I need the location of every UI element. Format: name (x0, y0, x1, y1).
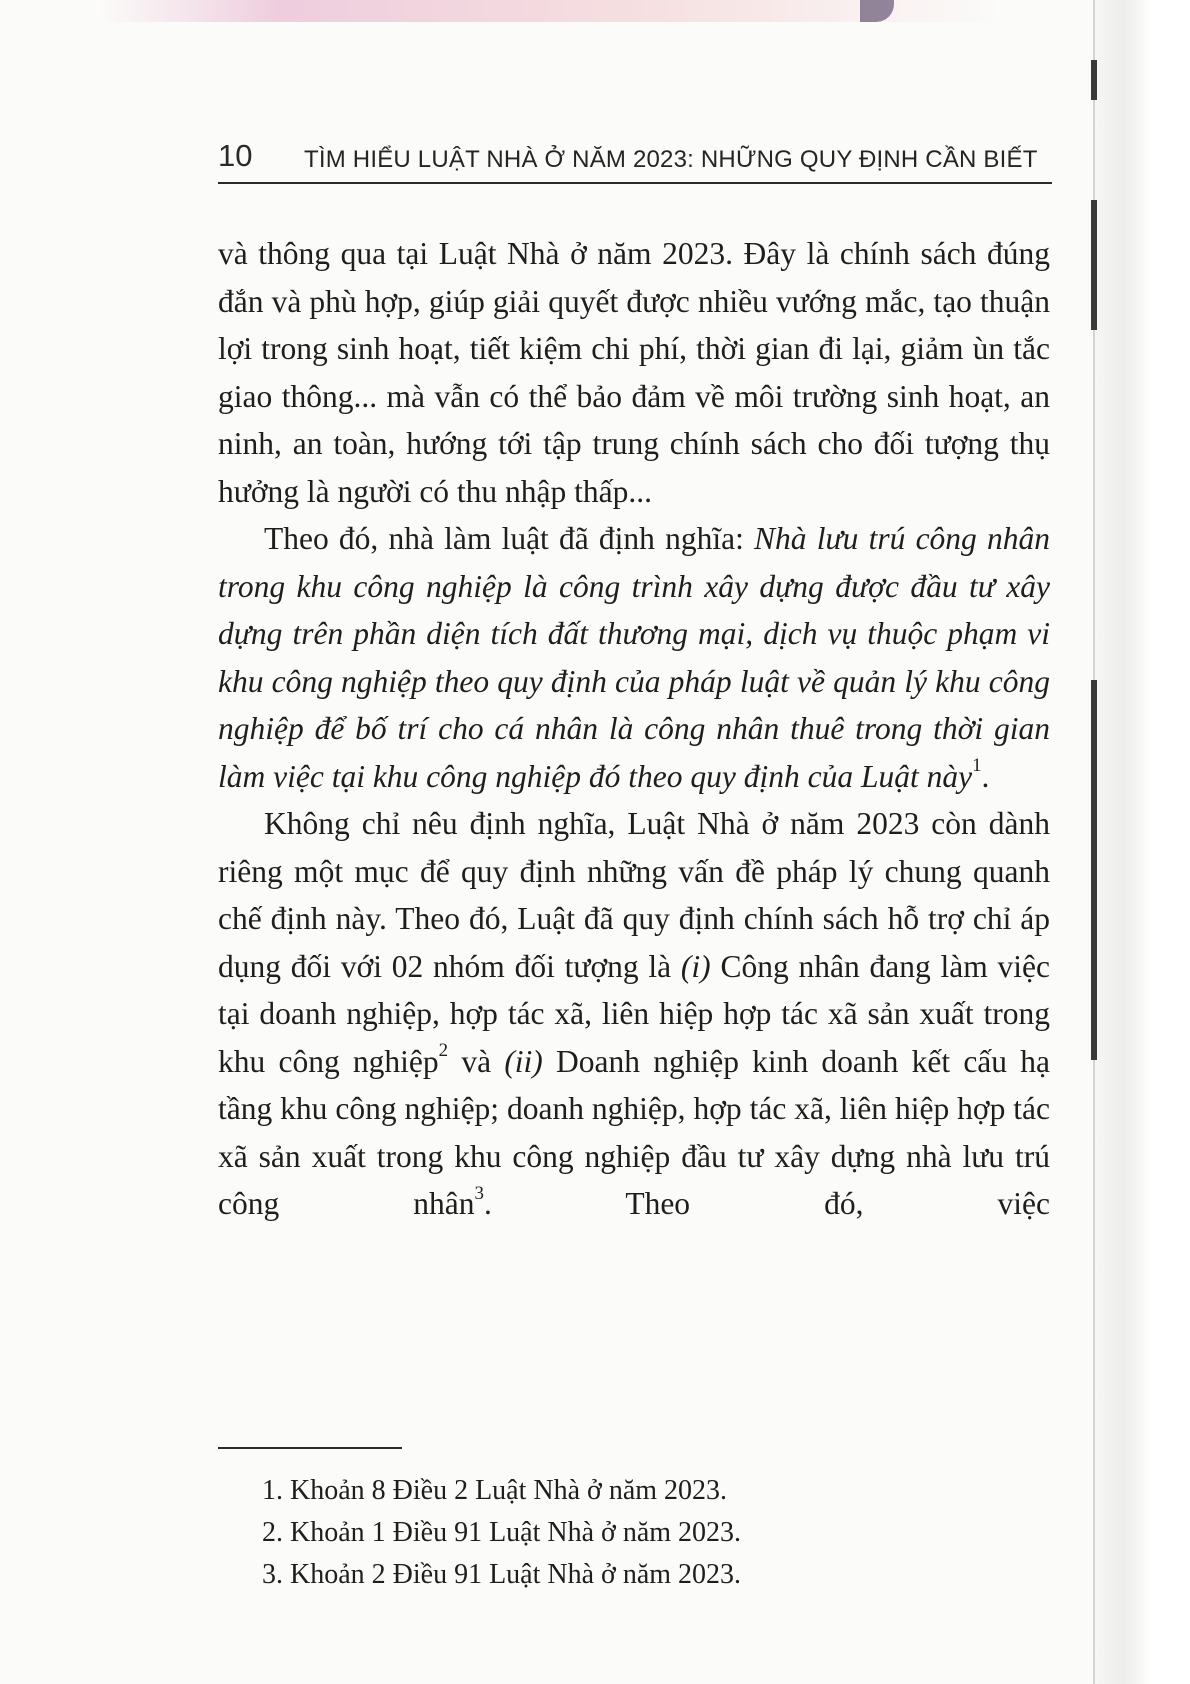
paragraph-2 (218, 515, 1050, 800)
footnote-ref-2: 2 (438, 1040, 449, 1062)
paragraph-3-part-c: và (448, 1043, 505, 1079)
page-edge-mark (1091, 200, 1097, 330)
footnote-3: 3. Khoản 2 Điều 91 Luật Nhà ở năm 2023. (262, 1559, 742, 1590)
footnote-rule (218, 1447, 402, 1449)
footnote-ref-3: 3 (474, 1182, 484, 1204)
paragraph-3-part-e: . Theo đó, việc (483, 1186, 1050, 1221)
footnote-1: 1. Khoản 8 Điều 2 Luật Nhà ở năm 2023. (262, 1475, 728, 1506)
running-title: TÌM HIỂU LUẬT NHÀ Ở NĂM 2023: NHỮNG QUY ĐỊNH CẦN BIẾT (304, 146, 1038, 173)
definition-quote: Nhà lưu trú công nhân trong khu công nghiệp là công trình xây dựng được đầu tư xây dựng trên phần diện tích đất thương mại, dịch vụ thuộc phạm vi khu công nghiệp theo quy định của pháp luật về quản lý khu công nghiệp để bố trí cho cá nhân là công nhân thuê trong thời gian làm việc tại khu công nghiệp đó theo quy định của Luật này (218, 521, 1050, 794)
paragraph-1: và thông qua tại Luật Nhà ở năm 2023. Đây là chính sách đúng đắn và phù hợp, giúp giải quyết được nhiều vướng mắc, tạo thuận lợi trong sinh hoạt, tiết kiệm chi phí, thời gian đi lại, giảm ùn tắc giao thông... mà vẫn có thể bảo đảm về môi trường sinh hoạt, an ninh, an toàn, hướng tới tập trung chính sách cho đối tượng thụ hưởng là người có thu nhập thấp... (218, 236, 1050, 509)
paragraph-2-intro: Theo đó, nhà làm luật đã định nghĩa: (264, 521, 755, 556)
footnote-2: 2. Khoản 1 Điều 91 Luật Nhà ở năm 2023. (262, 1517, 742, 1548)
page-header (218, 132, 1052, 180)
page-edge-mark (1091, 680, 1097, 1060)
page-edge-shadow (1095, 0, 1190, 1684)
paragraph-3-part-d: Doanh nghiệp kinh doanh kết cấu hạ tầng khu công nghiệp; doanh nghiệp, hợp tác xã, liên hiệp hợp tác xã sản xuất trong khu công nghiệp đầu tư xây dựng nhà lưu trú công nhân (218, 1043, 1050, 1221)
header-rule (218, 182, 1052, 184)
paragraph-3-part-a: Không chỉ nêu định nghĩa, Luật Nhà ở năm 2023 còn dành riêng một mục để quy định những vấn đề pháp lý chung quanh chế định này. Theo đó, Luật đã quy định chính sách hỗ trợ chỉ áp dụng đối với 02 nhóm đối tượng là (218, 806, 1050, 984)
paragraph-3-part-b: Công nhân đang làm việc tại doanh nghiệp, hợp tác xã, liên hiệp hợp tác xã sản xuất trong khu công nghiệp (218, 948, 1051, 1079)
page-number: 10 (218, 138, 253, 173)
body-text (218, 230, 1050, 1228)
paragraph-2-end: . (981, 758, 990, 794)
enum-ii: (ii) (504, 1043, 543, 1079)
footnote-ref-1: 1 (972, 755, 982, 777)
paragraph-3 (218, 800, 1050, 1228)
enum-i: (i) (680, 948, 711, 984)
page-edge-mark (1091, 60, 1097, 100)
footnotes (262, 1470, 1022, 1596)
